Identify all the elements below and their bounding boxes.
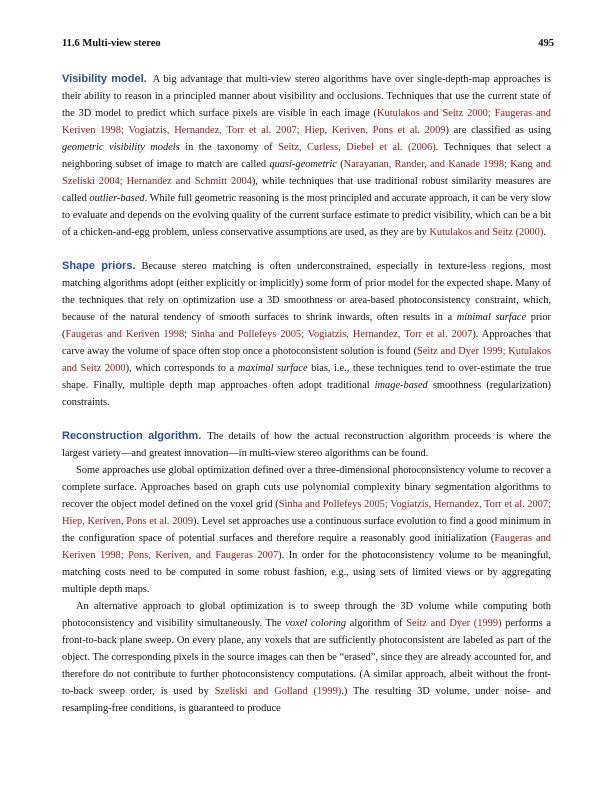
citation-link[interactable]: Seitz and Dyer 1999; Kutulakos and Seitz 2000 [62,346,551,374]
citation-link[interactable]: Kutulakos and Seitz 2000; Faugeras and Keriven 1998; Vogiatzis, Hernandez, Torr et al. 2007; Hiep, Keriven, Pons et al. 2009 [62,108,551,136]
text: An alternative approach to global optimization is to sweep through the 3D volume while computing both photoconsistency and visibility simultaneously. The [62,601,551,629]
text: ), while techniques that use traditional robust similarity measures are called [62,176,551,204]
text: . While full geometric reasoning is the most principled and accurate approach, it can be very slow to evaluate and depends on the evolving quality of the current surface estimate to predict visibility, which can be a bit of a chicken-and-egg problem, unless conservative assumptions are used, as they are by [62,193,551,238]
text: . [543,227,546,238]
citation-link[interactable]: Kutulakos and Seitz (2000) [429,227,544,238]
text: ) are classified as using [445,125,551,136]
page-number: 495 [538,38,554,49]
citation-link[interactable]: Faugeras and Keriven 1998; Pons, Keriven, and Faugeras 2007 [62,533,551,561]
text: in the taxonomy of [179,142,279,153]
paragraph-reconstruction-algorithm [62,428,551,462]
running-header [62,38,554,49]
paragraph-volume-sweep [62,598,551,717]
paragraph-visibility-model [62,71,551,241]
text: Some approaches use global optimization defined over a three-dimensional photoconsistency volume to recover a complete surface. Approaches based on graph cuts use polynomial complexity binary segmentation algorithms to recover the object model defined on the voxel grid ( [62,465,551,510]
citation-link[interactable]: Seitz, Curless, Diebel et al. (2006) [278,142,436,153]
paragraph-global-optimization [62,462,551,598]
emphasis: minimal surface [456,312,527,323]
citation-link[interactable]: Szeliski and Golland (1999) [214,686,342,697]
citation-link[interactable]: Narayanan, Rander, and Kanade 1998; Kang and Szeliski 2004; Hernandez and Schmitt 2004 [62,159,551,187]
heading-shape-priors: Shape priors. [62,260,136,272]
text: bias, i.e., these techniques tend to over-estimate the true shape. Finally, multiple depth map approaches often adopt traditional [62,363,552,391]
heading-visibility-model: Visibility model. [62,73,147,85]
text: algorithm of [346,618,407,629]
emphasis: maximal surface [237,363,308,374]
text: Because stereo matching is often underconstrained, especially in texture-less regions, most matching algorithms adopt (either explicitly or implicitly) some form of prior model for the expected shape. Many of the techniques that rely on optimization use a 3D smoothness or area-based photoconsistency constraint, which, because of the natural tendency of smooth surfaces to shrink inwards, often results in a [62,261,552,323]
text: ), which corresponds to a [125,363,238,374]
emphasis: outlier-based [89,193,145,204]
text: The details of how the actual reconstruction algorithm proceeds is where the largest variety—and greatest innovation—in multi-view stereo algorithms can be found. [62,431,552,459]
text: . Techniques that select a neighboring subset of image to match are called [62,142,551,170]
text: ). Approaches that carve away the volume of space often stop once a photoconsistent solution is found ( [62,329,551,357]
citation-link[interactable]: Sinha and Pollefeys 2005; Vogiatzis, Hernandez, Torr et al. 2007; Hiep, Keriven, Pons et al. 2009 [62,499,552,527]
emphasis: geometric visibility models [62,142,180,153]
emphasis: voxel coloring [285,618,347,629]
emphasis: image-based [374,380,428,391]
text: ). In order for the photoconsistency volume to be meaningful, matching costs need to be computed in some robust fashion, e.g., using sets of limited views or by aggregating multiple depth maps. [62,550,551,595]
citation-link[interactable]: Faugeras and Keriven 1998; Sinha and Pollefeys 2005; Vogiatzis, Hernandez, Torr et al. 2007 [65,329,473,340]
section-title: 11.6 Multi-view stereo [62,38,161,49]
text: smoothness (regularization) constraints. [62,380,551,408]
text: performs a front-to-back plane sweep. On every plane, any voxels that are sufficiently photoconsistent are labeled as part of the object. The corresponding pixels in the source images can then be “erased”, since they are already accounted for, and therefore do not contribute to further photoconsistency computations. (A similar approach, albeit without the front-to-back sweep order, is used by [62,618,551,697]
emphasis: quasi-geometric [269,159,337,170]
text: ). Level set approaches use a continuous surface evolution to find a good minimum in the configuration space of potential surfaces and therefore require a reasonably good initialization ( [62,516,551,544]
body-text [62,71,551,717]
text: .) The resulting 3D volume, under noise- and resampling-free conditions, is guaranteed to produce [62,686,552,714]
text: A big advantage that multi-view stereo algorithms have over single-depth-map approaches is their ability to reason in a principled manner about visibility and occlusions. Techniques that use the current state of the 3D model to predict which surface pixels are visible in each image ( [62,74,551,119]
text: ( [336,159,344,170]
text: prior ( [62,312,551,340]
heading-reconstruction-algorithm: Reconstruction algorithm. [62,430,202,442]
citation-link[interactable]: Seitz and Dyer (1999) [406,618,502,629]
paragraph-shape-priors [62,258,551,411]
